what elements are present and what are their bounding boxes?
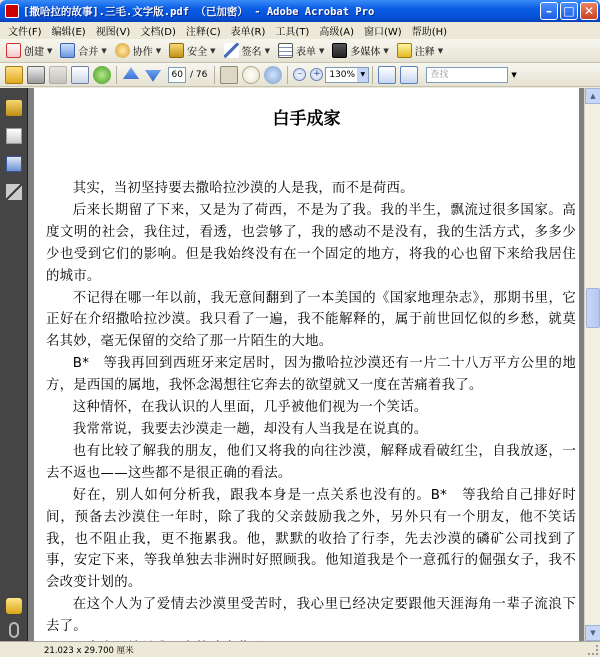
menu-edit[interactable]: 编辑(E) xyxy=(51,27,86,38)
chapter-body xyxy=(46,178,576,641)
chevron-down-icon: ▼ xyxy=(47,46,53,55)
print-icon[interactable] xyxy=(27,66,45,84)
file-toolbar xyxy=(0,63,600,87)
collaborate-button[interactable] xyxy=(112,41,164,61)
share-icon[interactable] xyxy=(93,66,111,84)
chapter-title: 白手成家 xyxy=(272,109,341,129)
paragraph: 在这个人为了爱情去沙漠里受苦时，我心里已经决定要跟他天涯海角一辈子流浪下去了。 xyxy=(46,597,576,635)
zoom-value: 130% xyxy=(329,69,356,80)
save-icon[interactable] xyxy=(49,66,67,84)
toolbar-separator xyxy=(214,66,215,84)
comment-icon xyxy=(397,43,412,58)
sign-button[interactable] xyxy=(221,41,273,61)
toolbar-separator xyxy=(287,66,288,84)
chevron-down-icon: ▼ xyxy=(437,46,444,55)
menu-comments[interactable]: 注释(C) xyxy=(185,27,221,38)
paragraph: 好在，别人如何分析我，跟我本身是一点关系也没有的。B* 等我给自己排好时间，预备去沙漠住一年时，除了我的父亲鼓励我之外，另外只有一个朋友，他不笑话我，也不阻止我，更不拖累我。他，默默的收拾了行李，先去沙漠的磷矿公司找到了事，安定下来，等我单独去非洲时好照顾我。他知道我是个一意孤行的倔强女子，我不会改变计划的。 xyxy=(46,487,576,591)
navigation-pane xyxy=(0,88,28,641)
paragraph: B* 等我再回到西班牙来定居时，因为撒哈拉沙漠还有一片二十八万平方公里的地方，是西国的属地，我怀念渴想往它奔去的欲望就又一度在苦痛着我了。 xyxy=(46,356,576,394)
chevron-down-icon: ▼ xyxy=(383,46,389,55)
forms-icon xyxy=(278,43,293,58)
vertical-scrollbar[interactable] xyxy=(584,88,600,641)
menu-document[interactable]: 文档(D) xyxy=(140,27,176,38)
acrobat-app-icon[interactable] xyxy=(5,4,19,18)
page-count: / 76 xyxy=(190,69,208,80)
paragraph: 我常常说，我要去沙漠走一趟，却没有人当我是在说真的。 xyxy=(72,421,428,437)
zoom-in-button[interactable]: + xyxy=(310,68,323,81)
close-button[interactable]: ✕ xyxy=(580,2,598,20)
combine-label: 合并 xyxy=(78,47,99,58)
menu-help[interactable]: 帮助(H) xyxy=(411,27,448,38)
toolbar-separator xyxy=(116,66,117,84)
page-size-readout: 21.023 x 29.700 厘米 xyxy=(44,646,134,656)
sign-label: 签名 xyxy=(241,47,262,58)
title-bar xyxy=(0,0,600,22)
scroll-thumb[interactable] xyxy=(586,288,600,328)
marquee-zoom-icon[interactable] xyxy=(264,66,282,84)
chevron-down-icon: ▼ xyxy=(357,68,368,82)
paragraph: 也有比较了解我的朋友，他们又将我的向往沙漠，解释成看破红尘，自我放逐，一去不返也——这些都不是很正确的看法。 xyxy=(46,443,576,481)
collaborate-icon xyxy=(115,43,130,58)
paragraph: 其实，当初坚持要去撒哈拉沙漠的人是我，而不是荷西。 xyxy=(72,181,414,196)
attachments-icon[interactable] xyxy=(9,622,19,638)
previous-page-icon[interactable] xyxy=(122,66,140,84)
pen-sign-icon xyxy=(224,43,239,58)
menu-window[interactable]: 窗口(W) xyxy=(364,27,402,38)
multimedia-button[interactable] xyxy=(329,41,391,61)
multimedia-label: 多媒体 xyxy=(350,47,381,58)
multimedia-icon xyxy=(332,43,347,58)
secure-label: 安全 xyxy=(187,47,208,58)
create-label: 创建 xyxy=(24,47,44,58)
forms-label: 表单 xyxy=(295,47,316,58)
lock-icon xyxy=(169,43,184,58)
secure-button[interactable] xyxy=(166,41,218,61)
combine-button[interactable] xyxy=(57,41,109,61)
chevron-down-icon: ▼ xyxy=(264,46,270,55)
comment-label: 注释 xyxy=(414,47,435,58)
signatures-icon[interactable] xyxy=(6,184,22,200)
status-bar xyxy=(0,641,600,657)
email-icon[interactable] xyxy=(71,66,89,84)
chevron-down-icon: ▼ xyxy=(155,46,162,55)
bookmarks-icon[interactable] xyxy=(6,156,22,172)
forms-button[interactable] xyxy=(275,41,327,61)
window-title: [撒哈拉的故事].三毛.文字版.pdf （已加密） - Adobe Acrobat Pro xyxy=(23,5,375,18)
chevron-down-icon: ▼ xyxy=(101,46,107,55)
menu-view[interactable]: 视图(V) xyxy=(95,27,131,38)
menu-bar xyxy=(0,22,600,39)
chevron-down-icon: ▼ xyxy=(318,46,325,55)
toolbar-separator xyxy=(372,66,373,84)
fit-page-icon[interactable] xyxy=(400,66,418,84)
chevron-down-icon: ▼ xyxy=(210,46,216,55)
document-view[interactable] xyxy=(28,88,584,641)
scroll-down-arrow-icon[interactable]: ▼ xyxy=(585,625,600,641)
menu-file[interactable]: 文件(F) xyxy=(8,27,42,38)
paragraph: 这种情怀，在我认识的人里面，几乎被他们视为一个笑话。 xyxy=(72,400,428,416)
hand-tool-icon[interactable] xyxy=(242,66,260,84)
paragraph: 不记得在哪一年以前，我无意间翻到了一本美国的《国家地理杂志》，那期书里，它正好在介绍撒哈拉沙漠。我只看了一遍，我不能解释的，属于前世回忆似的乡愁，就莫名其妙，毫无保留的交给了那一片陌生的大地。 xyxy=(46,290,576,350)
fit-width-icon[interactable] xyxy=(378,66,396,84)
resize-grip-icon[interactable] xyxy=(588,645,598,655)
find-input[interactable]: 查找 xyxy=(426,67,508,83)
create-pdf-icon xyxy=(6,43,21,58)
security-lock-icon[interactable] xyxy=(6,100,22,116)
zoom-select[interactable] xyxy=(325,67,369,83)
next-page-icon[interactable] xyxy=(144,66,162,84)
select-cursor-icon[interactable] xyxy=(220,66,238,84)
open-folder-icon[interactable] xyxy=(5,66,23,84)
menu-forms[interactable]: 表单(R) xyxy=(230,27,266,38)
zoom-out-button[interactable]: – xyxy=(293,68,306,81)
paragraph: 后来长期留了下来，又是为了荷西，不是为了我。我的半生，飘流过很多国家。高度文明的社会，我住过，看透，也尝够了，我的感动不是没有，我的生活方式，多多少少也受到它们的影响。但是我始终没有在一个固定的地方，将我的心也留下来给我居住的城市。 xyxy=(46,202,576,284)
combine-files-icon xyxy=(60,43,75,58)
pages-icon[interactable] xyxy=(6,128,22,144)
menu-tools[interactable]: 工具(T) xyxy=(275,27,310,38)
pdf-page xyxy=(34,88,579,641)
tasks-toolbar xyxy=(0,39,600,63)
maximize-button[interactable]: □ xyxy=(560,2,578,20)
menu-advanced[interactable]: 高级(A) xyxy=(319,27,354,38)
create-button[interactable] xyxy=(3,41,55,61)
scroll-up-arrow-icon[interactable]: ▲ xyxy=(585,88,600,104)
chevron-down-icon[interactable]: ▼ xyxy=(511,70,517,79)
minimize-button[interactable]: – xyxy=(540,2,558,20)
page-number-input[interactable]: 60 xyxy=(168,67,186,83)
comments-icon[interactable] xyxy=(6,598,22,614)
comment-button[interactable] xyxy=(394,41,446,61)
collaborate-label: 协作 xyxy=(132,47,153,58)
